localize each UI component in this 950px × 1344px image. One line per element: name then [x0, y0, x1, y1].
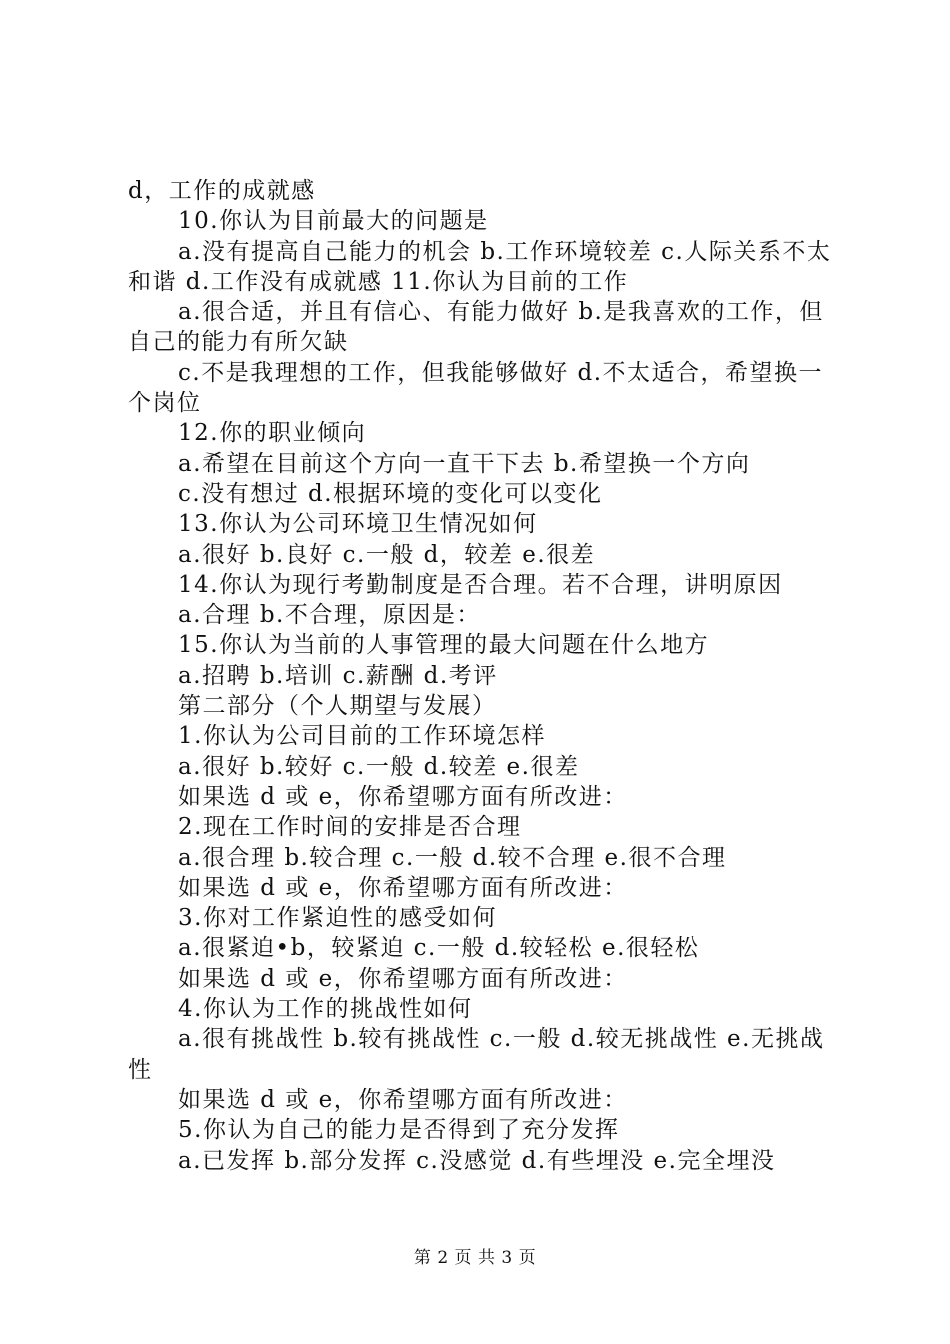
text-line: 如果选 d 或 e，你希望哪方面有所改进：: [178, 874, 628, 901]
text-line: a.已发挥 b.部分发挥 c.没感觉 d.有些埋没 e.完全埋没: [178, 1147, 776, 1174]
text-line: 2.现在工作时间的安排是否合理: [178, 814, 522, 841]
text-line: a.合理 b.不合理，原因是：: [178, 602, 481, 629]
text-line: a.招聘 b.培训 c.薪酬 d.考评: [178, 662, 498, 689]
text-line: a.很好 b.良好 c.一般 d，较差 e.很差: [178, 541, 596, 568]
text-line: 如果选 d 或 e，你希望哪方面有所改进：: [178, 783, 628, 810]
text-line: a.希望在目前这个方向一直干下去 b.希望换一个方向: [178, 450, 751, 477]
text-line: a.很紧迫•b，较紧迫 c.一般 d.较轻松 e.很轻松: [178, 935, 700, 962]
text-line: 10.你认为目前最大的问题是: [178, 208, 489, 235]
text-line: c.没有想过 d.根据环境的变化可以变化: [178, 480, 603, 507]
text-line: 4.你认为工作的挑战性如何: [178, 996, 473, 1023]
text-line: 1.你认为公司目前的工作环境怎样: [178, 723, 546, 750]
page-footer: 第 2 页 共 3 页: [413, 1248, 537, 1268]
text-line: a.很合理 b.较合理 c.一般 d.较不合理 e.很不合理: [178, 844, 727, 871]
text-line: 如果选 d 或 e，你希望哪方面有所改进：: [178, 1086, 628, 1113]
text-line: 如果选 d 或 e，你希望哪方面有所改进：: [178, 965, 628, 992]
text-line: 5.你认为自己的能力是否得到了充分发挥: [178, 1117, 620, 1144]
document-body: [128, 176, 833, 1176]
text-line: 第二部分（个人期望与发展）: [178, 693, 497, 720]
text-line: d，工作的成就感: [128, 178, 316, 204]
text-line: a.没有提高自己能力的机会 b.工作环境较差 c.人际关系不太和谐 d.工作没有成就感 11.你认为目前的工作: [128, 238, 832, 295]
text-line: 13.你认为公司环境卫生情况如何: [178, 511, 538, 538]
text-line: 14.你认为现行考勤制度是否合理。若不合理，讲明原因: [178, 571, 783, 598]
text-line: a.很合适，并且有信心、有能力做好 b.是我喜欢的工作，但自己的能力有所欠缺: [128, 299, 824, 356]
text-line: 15.你认为当前的人事管理的最大问题在什么地方: [178, 632, 710, 659]
text-line: c.不是我理想的工作，但我能够做好 d.不太适合，希望换一个岗位: [128, 359, 824, 417]
text-line: a.很有挑战性 b.较有挑战性 c.一般 d.较无挑战性 e.无挑战性: [128, 1026, 825, 1083]
text-line: a.很好 b.较好 c.一般 d.较差 e.很差: [178, 753, 580, 780]
text-line: 3.你对工作紧迫性的感受如何: [178, 905, 497, 932]
text-line: 12.你的职业倾向: [178, 420, 367, 447]
